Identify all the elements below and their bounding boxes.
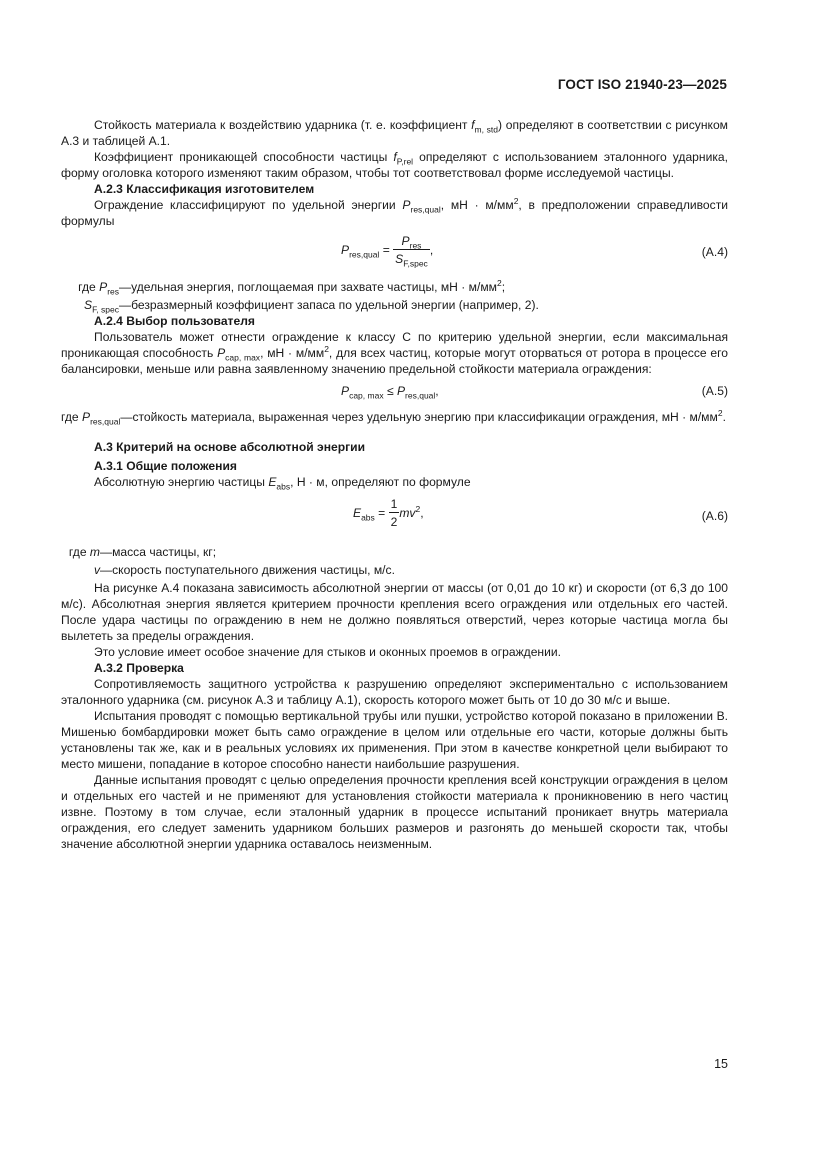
document-code-header: ГОСТ ISO 21940-23—2025 [557,77,727,92]
definitions-a4 [61,279,728,313]
section-heading-a3: А.3 Критерий на основе абсолютной энергии [94,440,366,454]
paragraph-figure-a4-description: На рисунке А.4 показана зависимость абсолютной энергии от массы (от 0,01 до 10 кг) и скорости (от 6,3 до 100 м/с). Абсолютная энергия является критерием прочности крепления всего ограждения или отдельных его частей. После удара частицы по ограждению в нем не должно появляться отверстий, через которые частица могла бы вылететь за пределы ограждения. [61,581,728,643]
paragraph-tests-purpose: Данные испытания проводят с целью определения прочности крепления всей конструкции ограждения в целом и отдельных его частей и не применяют для установления стойкости материала к проникновению в него частиц извне. Поэтому в том случае, если эталонный ударник в процессе испытаний проникает внутрь материала ограждения, его следует заменить ударником больших размеров и разгонять до меньшей скорости так, чтобы значение абсолютной энергии ударника оставалось неизменным. [61,773,728,851]
paragraph-penetration-coefficient: Коэффициент проникающей способности частицы $f_{P,rel}$ определяют с использованием эталонного ударника, форму оголовка которого изменяют таким образом, чтобы тот соответствовал форме исследуемой частицы. [61,150,728,180]
section-heading-a23: А.2.3 Классификация изготовителем [94,182,315,196]
paragraph-joints-windows: Это условие имеет особое значение для стыков и оконных проемов в ограждении. [94,645,561,659]
section-heading-a31: А.3.1 Общие положения [94,459,237,473]
equation-number-a4: (A.4) [701,245,728,259]
section-heading-a32: А.3.2 Проверка [94,661,184,675]
definition-row: где m — масса частицы, кг; [68,545,217,559]
equation-a6: $E_{abs}$ = $\frac{1}{2}$ $mv^2$, (A.6) [353,497,728,529]
definition-row: где $P_{res,qual}$ — стойкость материала, выраженная через удельную энергию при классификации ограждения, мН · $м/мм^2$. [61,407,726,427]
paragraph-material-resistance: Стойкость материала к воздействию ударника (т. е. коэффициент $f_{m, std}$) определяют в соответствии с рисунком А.3 и таблицей А.1. [61,118,729,148]
paragraph-absolute-energy-intro: Абсолютную энергию частицы $E_{abs}$, Н · м, определяют по формуле [94,475,471,492]
definition-row: $S_{F, spec}$ — безразмерный коэффициент запаса по удельной энергии (например, 2). [83,298,539,315]
equation-number-a5: (A.5) [701,384,728,398]
fraction-a4: $\frac{P_{res}}{S_{F,spec}}$ [395,234,428,269]
paragraph-verification: Сопротивляемость защитного устройства к разрушению определяют экспериментально с использованием эталонного ударника (см. рисунок А.3 и таблицу А.1), скорость которого может быть от 10 до 30 м/с и выше. [61,677,728,707]
paragraph-tests-setup: Испытания проводят с помощью вертикальной трубы или пушки, устройство которой показано в приложении В. Мишенью бомбардировки может быть само ограждение в целом или отдельные его части, которые должны быть установлены так же, как и в реальных условиях их применения. При этом в качестве конкретной цели выбирают то место мишени, попадание в которое способно нанести наибольшие разрушения. [61,709,728,771]
definition-row: где $P_{res}$ — удельная энергия, поглощаемая при захвате частицы, мН · $м/мм^2$; [78,277,506,297]
page-content [61,117,728,852]
paragraph-manufacturer-classification: Ограждение классифицируют по удельной энергии $P_{res,qual}$, мН · $м/мм^2$, в предположении справедливости формулы [61,195,729,228]
paragraph-user-selection: Пользователь может отнести ограждение к классу С по критерию удельной энергии, если максимальная проникающая способность $P_{cap, max}$, мН · $м/мм^2$, для всех частиц, которые могут оторваться от ротора в процессе его балансировки, меньше или равна заявленному значению предельной стойкости материала ограждения: [61,330,728,376]
definition-row: v — скорость поступательного движения частицы, м/с. [93,563,395,577]
equation-a5: $P_{cap, max} \le P_{res,qual}$, (A.5) [341,384,728,401]
page-number: 15 [714,1057,728,1071]
section-heading-a24: А.2.4 Выбор пользователя [94,314,255,328]
fraction-a6: $\frac{1}{2}$ [390,497,398,529]
equation-number-a6: (A.6) [701,509,728,523]
definitions-a5 [61,409,728,425]
definitions-a6 [61,544,728,578]
equation-a4: $P_{res,qual}$ = $\frac{P_{res}}{S_{F,spec}}$ , (A.4) [341,234,728,269]
